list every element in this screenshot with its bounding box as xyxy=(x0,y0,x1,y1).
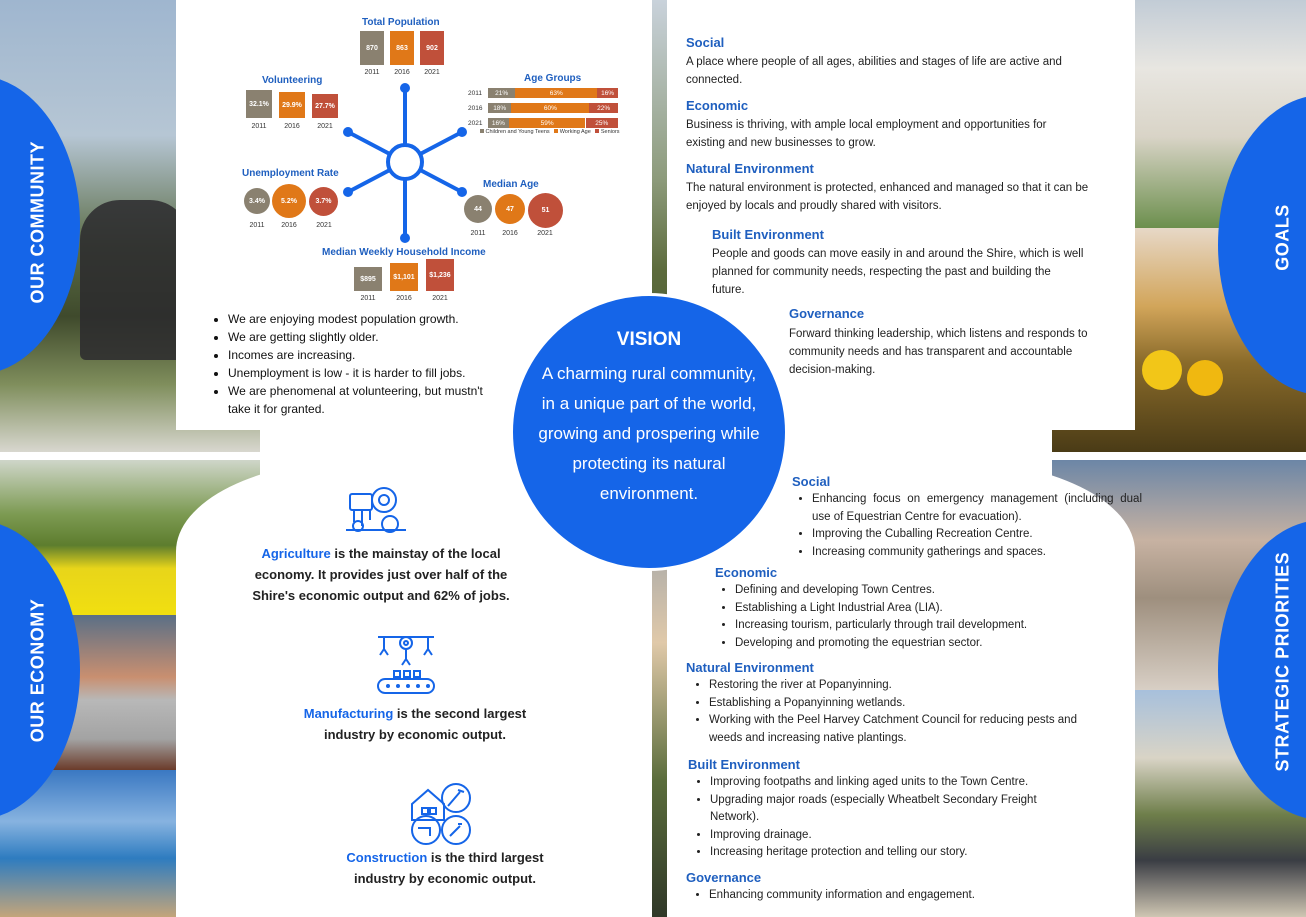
list-item: • Defining and developing Town Centres. xyxy=(735,582,1085,600)
list-item: • Improving the Cuballing Recreation Centre. xyxy=(812,526,1142,544)
volunteering-2016: 29.9% xyxy=(279,92,305,118)
list-item: • Working with the Peel Harvey Catchment Council for reducing pests and weeds and increasing native plantings. xyxy=(709,712,1079,747)
list-item: • Developing and promoting the equestrian sector. xyxy=(735,635,1085,653)
agriculture-description: is the mainstay of the local economy. It provides just over half of the Shire's economic output and 62% of jobs. xyxy=(252,546,510,603)
priority-economic-list xyxy=(717,582,1085,652)
goal-built-heading: Built Environment xyxy=(712,227,824,242)
year-label: 2011 xyxy=(360,295,376,302)
age-segment-young: 21% xyxy=(488,88,515,98)
community-summary-list xyxy=(210,310,508,418)
economy-tab-label: OUR ECONOMY xyxy=(27,598,48,743)
priority-built-list xyxy=(692,774,1060,862)
median-age-2016: 47 xyxy=(495,194,525,224)
agriculture-text xyxy=(236,543,526,606)
age-year-label: 2011 xyxy=(468,90,482,97)
list-item: • Improving footpaths and linking aged units to the Town Centre. xyxy=(710,774,1060,792)
manufacturing-text xyxy=(300,703,530,745)
list-item: • Establishing a Light Industrial Area (LIA). xyxy=(735,600,1085,618)
construction-highlight: Construction xyxy=(346,850,428,865)
year-label: 2021 xyxy=(424,69,440,76)
construction-description: is the third largest industry by economic output. xyxy=(353,850,544,886)
age-groups-legend xyxy=(480,129,620,135)
population-2016: 863 xyxy=(390,31,414,65)
age-year-label: 2021 xyxy=(468,120,483,127)
priority-governance-list xyxy=(691,887,1059,905)
income-2011: $895 xyxy=(354,267,382,291)
year-label: 2016 xyxy=(394,69,410,76)
income-2021: $1,236 xyxy=(426,259,454,291)
volunteering-title: Volunteering xyxy=(262,75,323,86)
list-item: • Restoring the river at Popanyinning. xyxy=(709,677,1079,695)
goal-social-text: A place where people of all ages, abilities and stages of life are active and connected. xyxy=(686,56,1062,86)
community-tab-label: OUR COMMUNITY xyxy=(27,141,48,304)
manufacturing-description: is the second largest industry by economic output. xyxy=(323,706,527,742)
year-label: 2021 xyxy=(432,295,448,302)
age-year-label: 2016 xyxy=(468,105,483,112)
age-segment-working: 60% xyxy=(511,103,589,113)
median-age-2021: 51 xyxy=(528,193,563,228)
construction-icon xyxy=(408,780,474,846)
goals-tab-label: GOALS xyxy=(1272,204,1293,271)
year-label: 2021 xyxy=(317,123,333,130)
age-segment-young: 16% xyxy=(488,118,509,128)
goal-governance-heading: Governance xyxy=(789,306,865,321)
goal-natural-heading: Natural Environment xyxy=(686,161,814,176)
age-segment-working: 59% xyxy=(509,118,586,128)
year-label: 2011 xyxy=(251,123,267,130)
year-label: 2016 xyxy=(281,222,297,229)
unemployment-2021: 3.7% xyxy=(309,187,338,216)
yellow-flower xyxy=(1187,360,1223,396)
priority-governance-heading: Governance xyxy=(686,870,762,885)
priorities-tab-label: STRATEGIC PRIORITIES xyxy=(1272,551,1293,772)
age-segment-young: 18% xyxy=(488,103,511,113)
agriculture-highlight: Agriculture xyxy=(261,546,331,561)
priority-social-list xyxy=(794,491,1142,561)
vision-circle xyxy=(510,293,788,571)
volunteering-2021: 27.7% xyxy=(312,94,338,118)
list-item: • We are phenomenal at volunteering, but mustn't take it for granted. xyxy=(228,382,508,418)
list-item: • We are enjoying modest population growth. xyxy=(228,310,508,328)
strategic-priorities-quadrant xyxy=(652,460,1306,917)
manufacturing-highlight: Manufacturing xyxy=(303,706,394,721)
goal-social-heading: Social xyxy=(686,35,725,50)
agriculture-icon xyxy=(344,474,408,538)
goal-built-text: People and goods can move easily in and around the Shire, which is well planned for community needs, respecting the past and building the future. xyxy=(712,248,1084,296)
goal-economic-text: Business is thriving, with ample local employment and opportunities for existing and new businesses to grow. xyxy=(686,119,1047,149)
priority-natural-list xyxy=(691,677,1079,747)
list-item: • Enhancing community information and engagement. xyxy=(709,887,1059,905)
construction-text xyxy=(340,847,550,889)
goal-natural-text: The natural environment is protected, enhanced and managed so that it can be enjoyed by locals and proudly shared with visitors. xyxy=(686,182,1089,212)
list-item: • Increasing community gatherings and spaces. xyxy=(812,544,1142,562)
median-age-title: Median Age xyxy=(483,179,539,190)
year-label: 2011 xyxy=(364,69,380,76)
goal-governance-text: Forward thinking leadership, which listens and responds to community needs and has transparent and accountable decision-making. xyxy=(789,328,1088,376)
crowd-silhouette xyxy=(80,200,190,360)
volunteering-2011: 32.1% xyxy=(246,90,272,118)
unemployment-2016: 5.2% xyxy=(272,184,306,218)
unemployment-title: Unemployment Rate xyxy=(242,168,339,179)
goal-economic-heading: Economic xyxy=(686,98,749,113)
list-item: • Incomes are increasing. xyxy=(228,346,508,364)
list-item: • We are getting slightly older. xyxy=(228,328,508,346)
yellow-flower xyxy=(1142,350,1182,390)
legend-young: Children and Young Teens xyxy=(485,129,550,135)
age-segment-seniors: 25% xyxy=(586,118,619,128)
year-label: 2011 xyxy=(470,230,486,237)
income-2016: $1,101 xyxy=(390,263,418,291)
stats-hub-diagram xyxy=(330,80,483,245)
legend-seniors: Seniors xyxy=(600,129,620,135)
year-label: 2016 xyxy=(396,295,412,302)
income-title: Median Weekly Household Income xyxy=(322,247,486,258)
list-item: • Establishing a Popanyinning wetlands. xyxy=(709,695,1079,713)
unemployment-2011: 3.4% xyxy=(244,188,270,214)
list-item: • Improving drainage. xyxy=(710,827,1060,845)
year-label: 2021 xyxy=(316,222,332,229)
median-age-2011: 44 xyxy=(464,195,492,223)
vision-text: A charming rural community, in a unique part of the world, growing and prospering while protecting its natural environment. xyxy=(538,364,760,503)
list-item: • Upgrading major roads (especially Wheatbelt Secondary Freight Network). xyxy=(710,792,1060,827)
population-2021: 902 xyxy=(420,31,444,65)
priority-social-heading: Social xyxy=(792,474,831,489)
vision-title: VISION xyxy=(616,329,682,350)
legend-working: Working Age xyxy=(559,129,591,135)
list-item: • Increasing heritage protection and telling our story. xyxy=(710,844,1060,862)
total-population-title: Total Population xyxy=(362,17,440,28)
year-label: 2011 xyxy=(249,222,265,229)
year-label: 2021 xyxy=(537,230,553,237)
priority-natural-heading: Natural Environment xyxy=(686,660,814,675)
list-item: • Increasing tourism, particularly through trail development. xyxy=(735,617,1085,635)
manufacturing-icon xyxy=(374,633,438,697)
population-2011: 870 xyxy=(360,31,384,65)
age-segment-seniors: 22% xyxy=(589,103,618,113)
age-segment-working: 63% xyxy=(515,88,597,98)
list-item: • Enhancing focus on emergency management (including dual use of Equestrian Centre for evacuation). xyxy=(812,491,1142,526)
priority-built-heading: Built Environment xyxy=(688,757,800,772)
age-groups-title: Age Groups xyxy=(524,73,582,84)
priority-economic-heading: Economic xyxy=(715,565,778,580)
age-segment-seniors: 16% xyxy=(597,88,618,98)
year-label: 2016 xyxy=(502,230,518,237)
year-label: 2016 xyxy=(284,123,300,130)
list-item: • Unemployment is low - it is harder to fill jobs. xyxy=(228,364,508,382)
